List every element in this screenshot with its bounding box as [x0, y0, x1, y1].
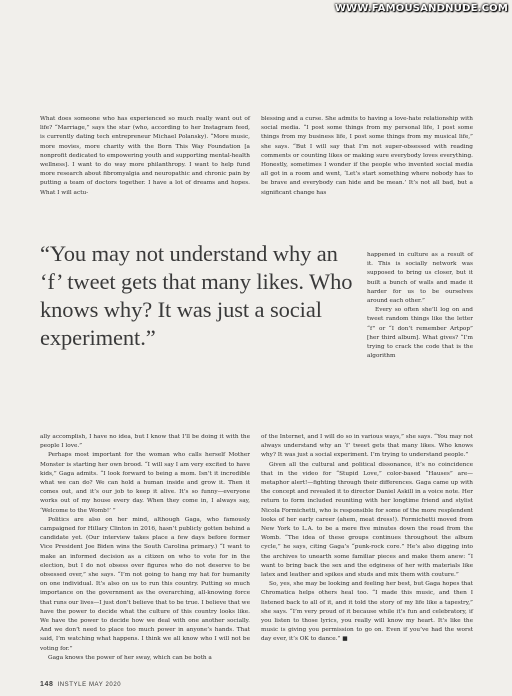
paragraph: blessing and a curse. She admits to having a love-hate relationship with social media. “I post some things from my personal life, I post some things from my business life, I post some things from my musical life,” she says. “But I will say that I’m not super-obsessed with reading comments or counting likes or making sure everybody loves everything. Honestly, sometimes I wonder if the people who invented social media all got in a room and went, ‘Let’s start something where nobody has to be brave and everybody can hide and be mean.’ It’s not all bad, but a significant change has [261, 116, 473, 196]
paragraph: Given all the cultural and political dissonance, it’s no coincidence that in the video for “Stupid Love,” color-based “Hauses” are—metaphor alert!—fighting through their differences. Gaga came up with the concept and revealed it to director Daniel Askill in a voice note. Her return to form included reuniting with her longtime friend and stylist Nicola Formichetti, who is responsible for some of the more resplendent looks of her early career (ahem, meat dress!). Formichetti moved from New York to L.A. to be a mere five minutes down the road from the Womb. “The idea of these groups continues throughout the album cycle,” he says, citing Gaga’s “punk-rock core.” He’s also digging into the archives to unearth some familiar pieces and make them anew: “I want to bring back the sex and the edginess of her with materials like latex and leather and spikes and studs and mix them with couture.” [261, 461, 473, 579]
paragraph: ally accomplish, I have no idea, but I know that I’ll be doing it with the people I love.” [40, 434, 250, 450]
article-column-left-top [40, 115, 250, 198]
pull-quote: “You may not understand why an ‘f’ tweet gets that many likes. Who knows why? It was just a social experiment.” [40, 241, 353, 350]
paragraph: of the Internet, and I will do so in various ways,” she says. “You may not always understand why an ‘f’ tweet gets that many likes. Who knows why? It was just a social experiment. I’m trying to understand people.” [261, 434, 473, 459]
paragraph: Every so often she’ll log on and tweet random things like the letter “f” or “I don’t remember Artpop” [her third album]. What gives? “I’m trying to crack the code that is the algorithm [367, 307, 473, 360]
paragraph: So, yes, she may be looking and feeling her best, but Gaga hopes that Chromatica helps others heal too. “I made this music, and then I listened back to all of it, and it told the story of my life like a tapestry,” she says. “I’m very proud of it because while it’s fun and celebratory, if you listen to those lyrics, you really will know my heart. It’s like the music is giving you permission to go on. Even if you’ve had the worst day ever, it’s OK to dance.” ■ [261, 581, 473, 643]
magazine-issue: INSTYLE MAY 2020 [57, 682, 122, 688]
article-column-right-mid [367, 251, 473, 361]
paragraph: What does someone who has experienced so much really want out of life? “Marriage,” says the star (who, according to her Instagram feed, is currently dating tech entrepreneur Michael Polansky). “More music, more movies, more charity with the Born This Way Foundation [a nonprofit dedicated to empowering youth and supporting mental-health wellness]. I want to do way more philanthropy. I want to help fund more research about fibromyalgia and neuropathic and chronic pain by putting a team of doctors together. I have a lot of dreams and hopes. What I will actu- [40, 116, 250, 196]
paragraph: happened in culture as a result of it. This is socially network was supposed to bring us closer, but it built a bunch of walls and made it harder for us to be ourselves around each other.” [367, 252, 473, 305]
page-footer [40, 681, 121, 688]
site-watermark: WWW.FAMOUSANDNUDE.COM [334, 3, 508, 14]
paragraph: Politics are also on her mind, although Gaga, who famously campaigned for Hillary Clinton in 2016, hasn’t publicly gotten behind a candidate yet. (Our interview takes place a few days before former Vice President Joe Biden wins the South Carolina primary.) “I want to make an informed decision as a citizen on who to vote for in the election, but I do not obsess over figures who do not deserve to be obsessed over,” she says. “I’m not going to hang my hat for humanity on one individual. It’s also on us to run this country. Putting so much importance on the government as the overarching, all-knowing force that runs our lives—I just don’t believe that to be true. I believe that we have the power to decide what the culture of this country looks like. We have the power to decide how we deal with one another socially. And we don’t need to place too much power in anyone’s hands. That said, I’m watching what happens. I think we all know who I will not be voting for.” [40, 516, 250, 652]
article-column-right-top [261, 115, 473, 198]
paragraph: Gaga knows the power of her sway, which can be both a [48, 654, 212, 661]
page-number: 148 [40, 681, 54, 688]
article-column-left-bottom [40, 433, 250, 663]
paragraph: Perhaps most important for the woman who calls herself Mother Monster is starting her own brood. “I will say I am very excited to have kids,” Gaga admits. “I look forward to being a mom. Isn’t it incredible what we can do? We can hold a human inside and grow it. Then it comes out, and it’s our job to keep it alive. It’s so funny—everyone works out of my house every day. When they come in, I always say, ‘Welcome to the Womb!’ ” [40, 452, 250, 514]
article-column-right-bottom [261, 433, 473, 645]
